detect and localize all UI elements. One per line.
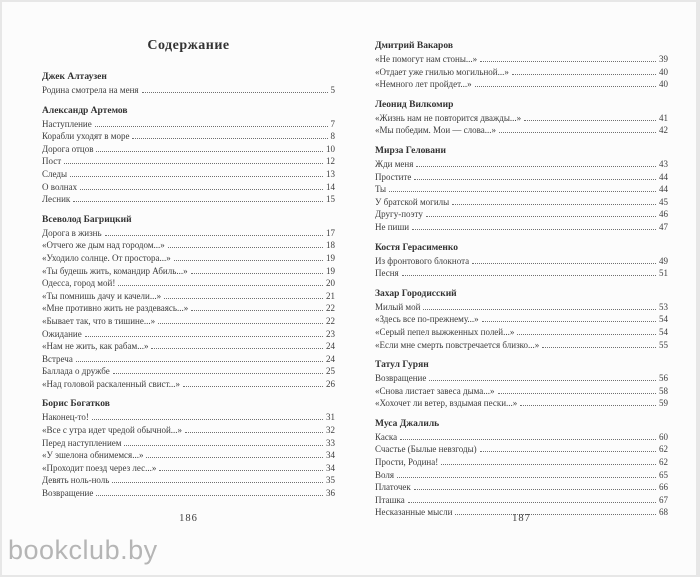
book-scan-background xyxy=(2,2,696,575)
entry-page-number: 68 xyxy=(659,507,668,518)
toc-sections-left xyxy=(42,72,335,500)
toc-entry xyxy=(42,181,335,194)
entry-page-number: 33 xyxy=(326,437,335,448)
dot-leader xyxy=(132,138,327,139)
entry-title: Из фронтового блокнота xyxy=(375,255,470,266)
entry-page-number: 20 xyxy=(326,278,335,289)
entry-title: Корабли уходят в море xyxy=(42,131,130,142)
entry-page-number: 19 xyxy=(326,252,335,263)
page-number-left: 186 xyxy=(179,513,198,524)
entry-title: У братской могилы xyxy=(375,196,450,207)
entry-page-number: 58 xyxy=(659,385,668,396)
toc-entry xyxy=(375,112,668,125)
entry-title: «Мы победим. Мои — слова...» xyxy=(375,125,496,136)
toc-entry xyxy=(42,155,335,168)
toc-entry xyxy=(375,313,668,326)
toc-entry xyxy=(375,221,668,234)
dot-leader xyxy=(64,163,323,164)
entry-title: «Отдает уже гнилью могильной...» xyxy=(375,66,509,77)
entry-page-number: 43 xyxy=(659,158,668,169)
entry-page-number: 8 xyxy=(330,131,335,142)
dot-leader xyxy=(542,347,656,348)
dot-leader xyxy=(499,132,656,133)
entry-title: «Уходило солнце. От простора...» xyxy=(42,252,171,263)
toc-entry xyxy=(375,183,668,196)
dot-leader xyxy=(512,74,656,75)
toc-entry xyxy=(375,431,668,444)
entry-page-number: 56 xyxy=(659,373,668,384)
entry-page-number: 19 xyxy=(326,265,335,276)
toc-entry xyxy=(375,196,668,209)
dot-leader xyxy=(441,464,656,465)
entry-title: Возвращение xyxy=(42,488,94,499)
entry-page-number: 53 xyxy=(659,301,668,312)
dot-leader xyxy=(174,260,323,261)
dot-leader xyxy=(105,235,323,236)
entry-page-number: 21 xyxy=(326,290,335,301)
dot-leader xyxy=(517,334,656,335)
entry-title: «Нам не жить, как рабам...» xyxy=(42,341,149,352)
entry-title: Возвращение xyxy=(375,373,427,384)
dot-leader xyxy=(92,419,323,420)
dot-leader xyxy=(85,336,323,337)
dot-leader xyxy=(73,201,323,202)
entry-page-number: 18 xyxy=(326,240,335,251)
toc-section xyxy=(375,100,668,137)
toc-entry xyxy=(375,267,668,280)
dot-leader xyxy=(452,204,656,205)
toc-entry xyxy=(375,326,668,339)
toc-entry xyxy=(42,143,335,156)
dot-leader xyxy=(524,120,656,121)
dot-leader xyxy=(146,457,323,458)
entry-page-number: 24 xyxy=(326,353,335,364)
entry-page-number: 54 xyxy=(659,326,668,337)
entry-title: «Жизнь нам не повторится дважды...» xyxy=(375,112,522,123)
toc-entry xyxy=(375,372,668,385)
toc-entry xyxy=(42,265,335,278)
author-name: Мирза Геловани xyxy=(375,145,446,156)
entry-page-number: 23 xyxy=(326,328,335,339)
entry-title: «Ты помнишь дачу и качели...» xyxy=(42,290,162,301)
entry-title: «Здесь все по-прежнему...» xyxy=(375,314,479,325)
toc-entry xyxy=(375,171,668,184)
entry-page-number: 67 xyxy=(659,494,668,505)
dot-leader xyxy=(520,405,656,406)
entry-page-number: 40 xyxy=(659,66,668,77)
toc-entry xyxy=(42,487,335,500)
dot-leader xyxy=(498,393,656,394)
entry-page-number: 62 xyxy=(659,444,668,455)
toc-title: Содержание xyxy=(147,38,230,53)
entry-page-number: 44 xyxy=(659,184,668,195)
dot-leader xyxy=(412,229,656,230)
dot-leader xyxy=(389,191,656,192)
entry-title: Прости, Родина! xyxy=(375,457,439,468)
entry-title: Пост xyxy=(42,156,62,167)
dot-leader xyxy=(423,309,656,310)
entry-title: «У эшелона обнимемся...» xyxy=(42,450,144,461)
entry-title: Другу-поэту xyxy=(375,209,423,220)
entry-page-number: 12 xyxy=(326,156,335,167)
entry-page-number: 66 xyxy=(659,482,668,493)
entry-title: «Проходит поезд через лес...» xyxy=(42,462,157,473)
author-name: Джек Алтаузен xyxy=(42,72,107,82)
toc-section xyxy=(42,215,335,391)
dot-leader xyxy=(472,263,656,264)
entry-title: Несказанные мысли xyxy=(375,507,453,518)
entry-page-number: 5 xyxy=(330,85,335,95)
toc-section xyxy=(375,146,668,234)
toc-section xyxy=(42,399,335,499)
toc-entry xyxy=(375,481,668,494)
toc-page-right xyxy=(375,32,668,528)
toc-entry xyxy=(42,118,335,131)
entry-title: Платочек xyxy=(375,482,411,493)
entry-page-number: 39 xyxy=(659,54,668,64)
toc-page-left xyxy=(42,32,335,509)
entry-page-number: 40 xyxy=(659,79,668,90)
toc-entry xyxy=(375,78,668,91)
entry-page-number: 15 xyxy=(326,194,335,205)
toc-entry xyxy=(42,277,335,290)
dot-leader xyxy=(95,126,328,127)
entry-page-number: 51 xyxy=(659,268,668,279)
toc-entry xyxy=(42,193,335,206)
toc-section xyxy=(375,289,668,351)
dot-leader xyxy=(482,321,656,322)
toc-entry xyxy=(42,449,335,462)
entry-page-number: 62 xyxy=(659,457,668,468)
dot-leader xyxy=(397,477,656,478)
entry-title: Лесник xyxy=(42,194,71,205)
toc-entry xyxy=(375,158,668,171)
entry-page-number: 60 xyxy=(659,431,668,442)
toc-entry xyxy=(42,353,335,366)
dot-leader xyxy=(113,373,323,374)
bookclub-watermark: bookclub.by xyxy=(8,535,158,565)
entry-title: Родина смотрела на меня xyxy=(42,85,139,95)
toc-entry xyxy=(42,474,335,487)
toc-entry xyxy=(375,53,668,66)
entry-page-number: 35 xyxy=(326,475,335,486)
entry-title: «Отчего же дым над городом...» xyxy=(42,240,165,251)
entry-title: Простите xyxy=(375,171,412,182)
dot-leader xyxy=(185,432,323,433)
entry-title: Пташка xyxy=(375,494,405,505)
toc-section xyxy=(375,360,668,410)
entry-page-number: 25 xyxy=(326,366,335,377)
dot-leader xyxy=(414,489,656,490)
toc-entry xyxy=(375,385,668,398)
entry-page-number: 59 xyxy=(659,398,668,409)
dot-leader xyxy=(429,380,656,381)
entry-page-number: 34 xyxy=(326,462,335,473)
dot-leader xyxy=(475,86,656,87)
entry-page-number: 46 xyxy=(659,209,668,220)
toc-entry xyxy=(375,443,668,456)
entry-page-number: 47 xyxy=(659,221,668,232)
toc-entry xyxy=(375,124,668,137)
entry-page-number: 45 xyxy=(659,196,668,207)
entry-page-number: 36 xyxy=(326,488,335,499)
entry-title: «Ты будешь жить, командир Абиль...» xyxy=(42,265,188,276)
entry-title: Ожидание xyxy=(42,328,82,339)
entry-title: «Мне противно жить не раздеваясь...» xyxy=(42,303,189,314)
entry-title: Дорога отцов xyxy=(42,143,94,154)
dot-leader xyxy=(402,275,656,276)
toc-entry xyxy=(375,494,668,507)
toc-entry xyxy=(375,456,668,469)
entry-title: Ты xyxy=(375,184,387,195)
toc-entry xyxy=(42,252,335,265)
dot-leader xyxy=(70,176,323,177)
entry-page-number: 54 xyxy=(659,314,668,325)
entry-page-number: 31 xyxy=(326,412,335,423)
entry-title: «Хохочет ли ветер, вздымая пески...» xyxy=(375,398,518,409)
toc-entry xyxy=(375,397,668,410)
dot-leader xyxy=(408,502,656,503)
toc-entry xyxy=(375,66,668,79)
author-name: Татул Гурян xyxy=(375,360,429,371)
dot-leader xyxy=(414,179,656,180)
entry-title: О волнах xyxy=(42,181,78,192)
entry-title: Не пиши xyxy=(375,221,410,232)
toc-section xyxy=(375,419,668,519)
entry-title: Счастье (Былые невзгоды) xyxy=(375,444,477,455)
dot-leader xyxy=(159,470,323,471)
toc-entry xyxy=(375,255,668,268)
entry-title: Девять ноль-ноль xyxy=(42,475,110,486)
entry-page-number: 55 xyxy=(659,339,668,350)
toc-entry xyxy=(42,462,335,475)
entry-title: Одесса, город мой! xyxy=(42,278,116,289)
entry-page-number: 22 xyxy=(326,315,335,326)
entry-page-number: 24 xyxy=(326,341,335,352)
dot-leader xyxy=(191,273,323,274)
entry-title: «Снова листает завеса дыма...» xyxy=(375,385,495,396)
dot-leader xyxy=(96,151,323,152)
dot-leader xyxy=(124,445,323,446)
entry-title: «Над головой раскаленный свист...» xyxy=(42,378,181,389)
entry-page-number: 44 xyxy=(659,171,668,182)
toc-entry xyxy=(42,378,335,391)
author-name: Костя Герасименко xyxy=(375,242,458,253)
toc-entry xyxy=(42,365,335,378)
dot-leader xyxy=(191,310,323,311)
dot-leader xyxy=(183,386,323,387)
entry-title: Наступление xyxy=(42,118,92,129)
author-name: Захар Городисский xyxy=(375,288,457,299)
toc-sections-right xyxy=(375,41,668,519)
entry-title: «Немного лет пройдет...» xyxy=(375,79,472,90)
toc-entry xyxy=(42,315,335,328)
dot-leader xyxy=(76,361,323,362)
entry-page-number: 7 xyxy=(330,118,335,129)
dot-leader xyxy=(142,92,328,93)
dot-leader xyxy=(158,323,323,324)
entry-title: Песня xyxy=(375,268,399,279)
dot-leader xyxy=(112,482,323,483)
toc-entry xyxy=(42,168,335,181)
entry-page-number: 22 xyxy=(326,303,335,314)
entry-page-number: 49 xyxy=(659,255,668,266)
toc-entry xyxy=(42,328,335,341)
entry-page-number: 42 xyxy=(659,125,668,136)
entry-page-number: 34 xyxy=(326,450,335,461)
toc-entry xyxy=(375,208,668,221)
entry-title: «Если мне смерть повстречается близко...» xyxy=(375,339,540,350)
entry-title: Следы xyxy=(42,168,67,179)
toc-section xyxy=(375,243,668,280)
entry-title: «Бывает так, что в тишине...» xyxy=(42,315,156,326)
author-name: Леонид Вилкомир xyxy=(375,99,454,110)
author-name: Александр Артемов xyxy=(42,105,128,116)
entry-title: Милый мой xyxy=(375,301,421,312)
entry-title: Каска xyxy=(375,431,398,442)
dot-leader xyxy=(426,216,656,217)
toc-entry xyxy=(42,130,335,143)
author-name: Дмитрий Вакаров xyxy=(375,41,453,51)
entry-title: Баллада о дружбе xyxy=(42,366,110,377)
dot-leader xyxy=(80,189,323,190)
entry-title: Перед наступлением xyxy=(42,437,122,448)
page-number-right: 187 xyxy=(512,513,531,524)
dot-leader xyxy=(480,61,656,62)
entry-title: Встреча xyxy=(42,353,73,364)
entry-page-number: 41 xyxy=(659,112,668,123)
dot-leader xyxy=(400,439,656,440)
dot-leader xyxy=(151,348,323,349)
entry-page-number: 65 xyxy=(659,469,668,480)
toc-entry xyxy=(42,411,335,424)
entry-page-number: 14 xyxy=(326,181,335,192)
toc-entry xyxy=(42,424,335,437)
toc-entry xyxy=(375,339,668,352)
entry-page-number: 32 xyxy=(326,425,335,436)
toc-section xyxy=(375,41,668,91)
toc-entry xyxy=(42,340,335,353)
author-name: Всеволод Багрицкий xyxy=(42,214,132,225)
entry-title: «Серый пепел выжженных полей...» xyxy=(375,326,515,337)
entry-page-number: 13 xyxy=(326,168,335,179)
entry-page-number: 17 xyxy=(326,227,335,238)
entry-page-number: 10 xyxy=(326,143,335,154)
entry-title: Дорога в жизнь xyxy=(42,227,102,238)
dot-leader xyxy=(164,298,323,299)
toc-entry xyxy=(375,301,668,314)
entry-title: Наконец-то! xyxy=(42,412,89,423)
dot-leader xyxy=(118,285,323,286)
entry-page-number: 26 xyxy=(326,378,335,389)
dot-leader xyxy=(96,495,323,496)
dot-leader xyxy=(416,166,656,167)
toc-entry xyxy=(42,290,335,303)
toc-entry xyxy=(42,227,335,240)
toc-section xyxy=(42,72,335,97)
toc-entry xyxy=(375,469,668,482)
dot-leader xyxy=(168,247,323,248)
author-name: Борис Богатков xyxy=(42,399,110,410)
entry-title: Жди меня xyxy=(375,158,414,169)
entry-title: «Все с утра идет чредой обычной...» xyxy=(42,425,183,436)
toc-entry xyxy=(42,239,335,252)
entry-title: Воля xyxy=(375,469,395,480)
author-name: Муса Джалиль xyxy=(375,418,440,429)
entry-title: «Не помогут нам стоны...» xyxy=(375,54,478,64)
toc-section xyxy=(42,106,335,206)
toc-entry xyxy=(42,302,335,315)
dot-leader xyxy=(480,451,656,452)
toc-entry xyxy=(42,84,335,97)
toc-entry xyxy=(42,437,335,450)
